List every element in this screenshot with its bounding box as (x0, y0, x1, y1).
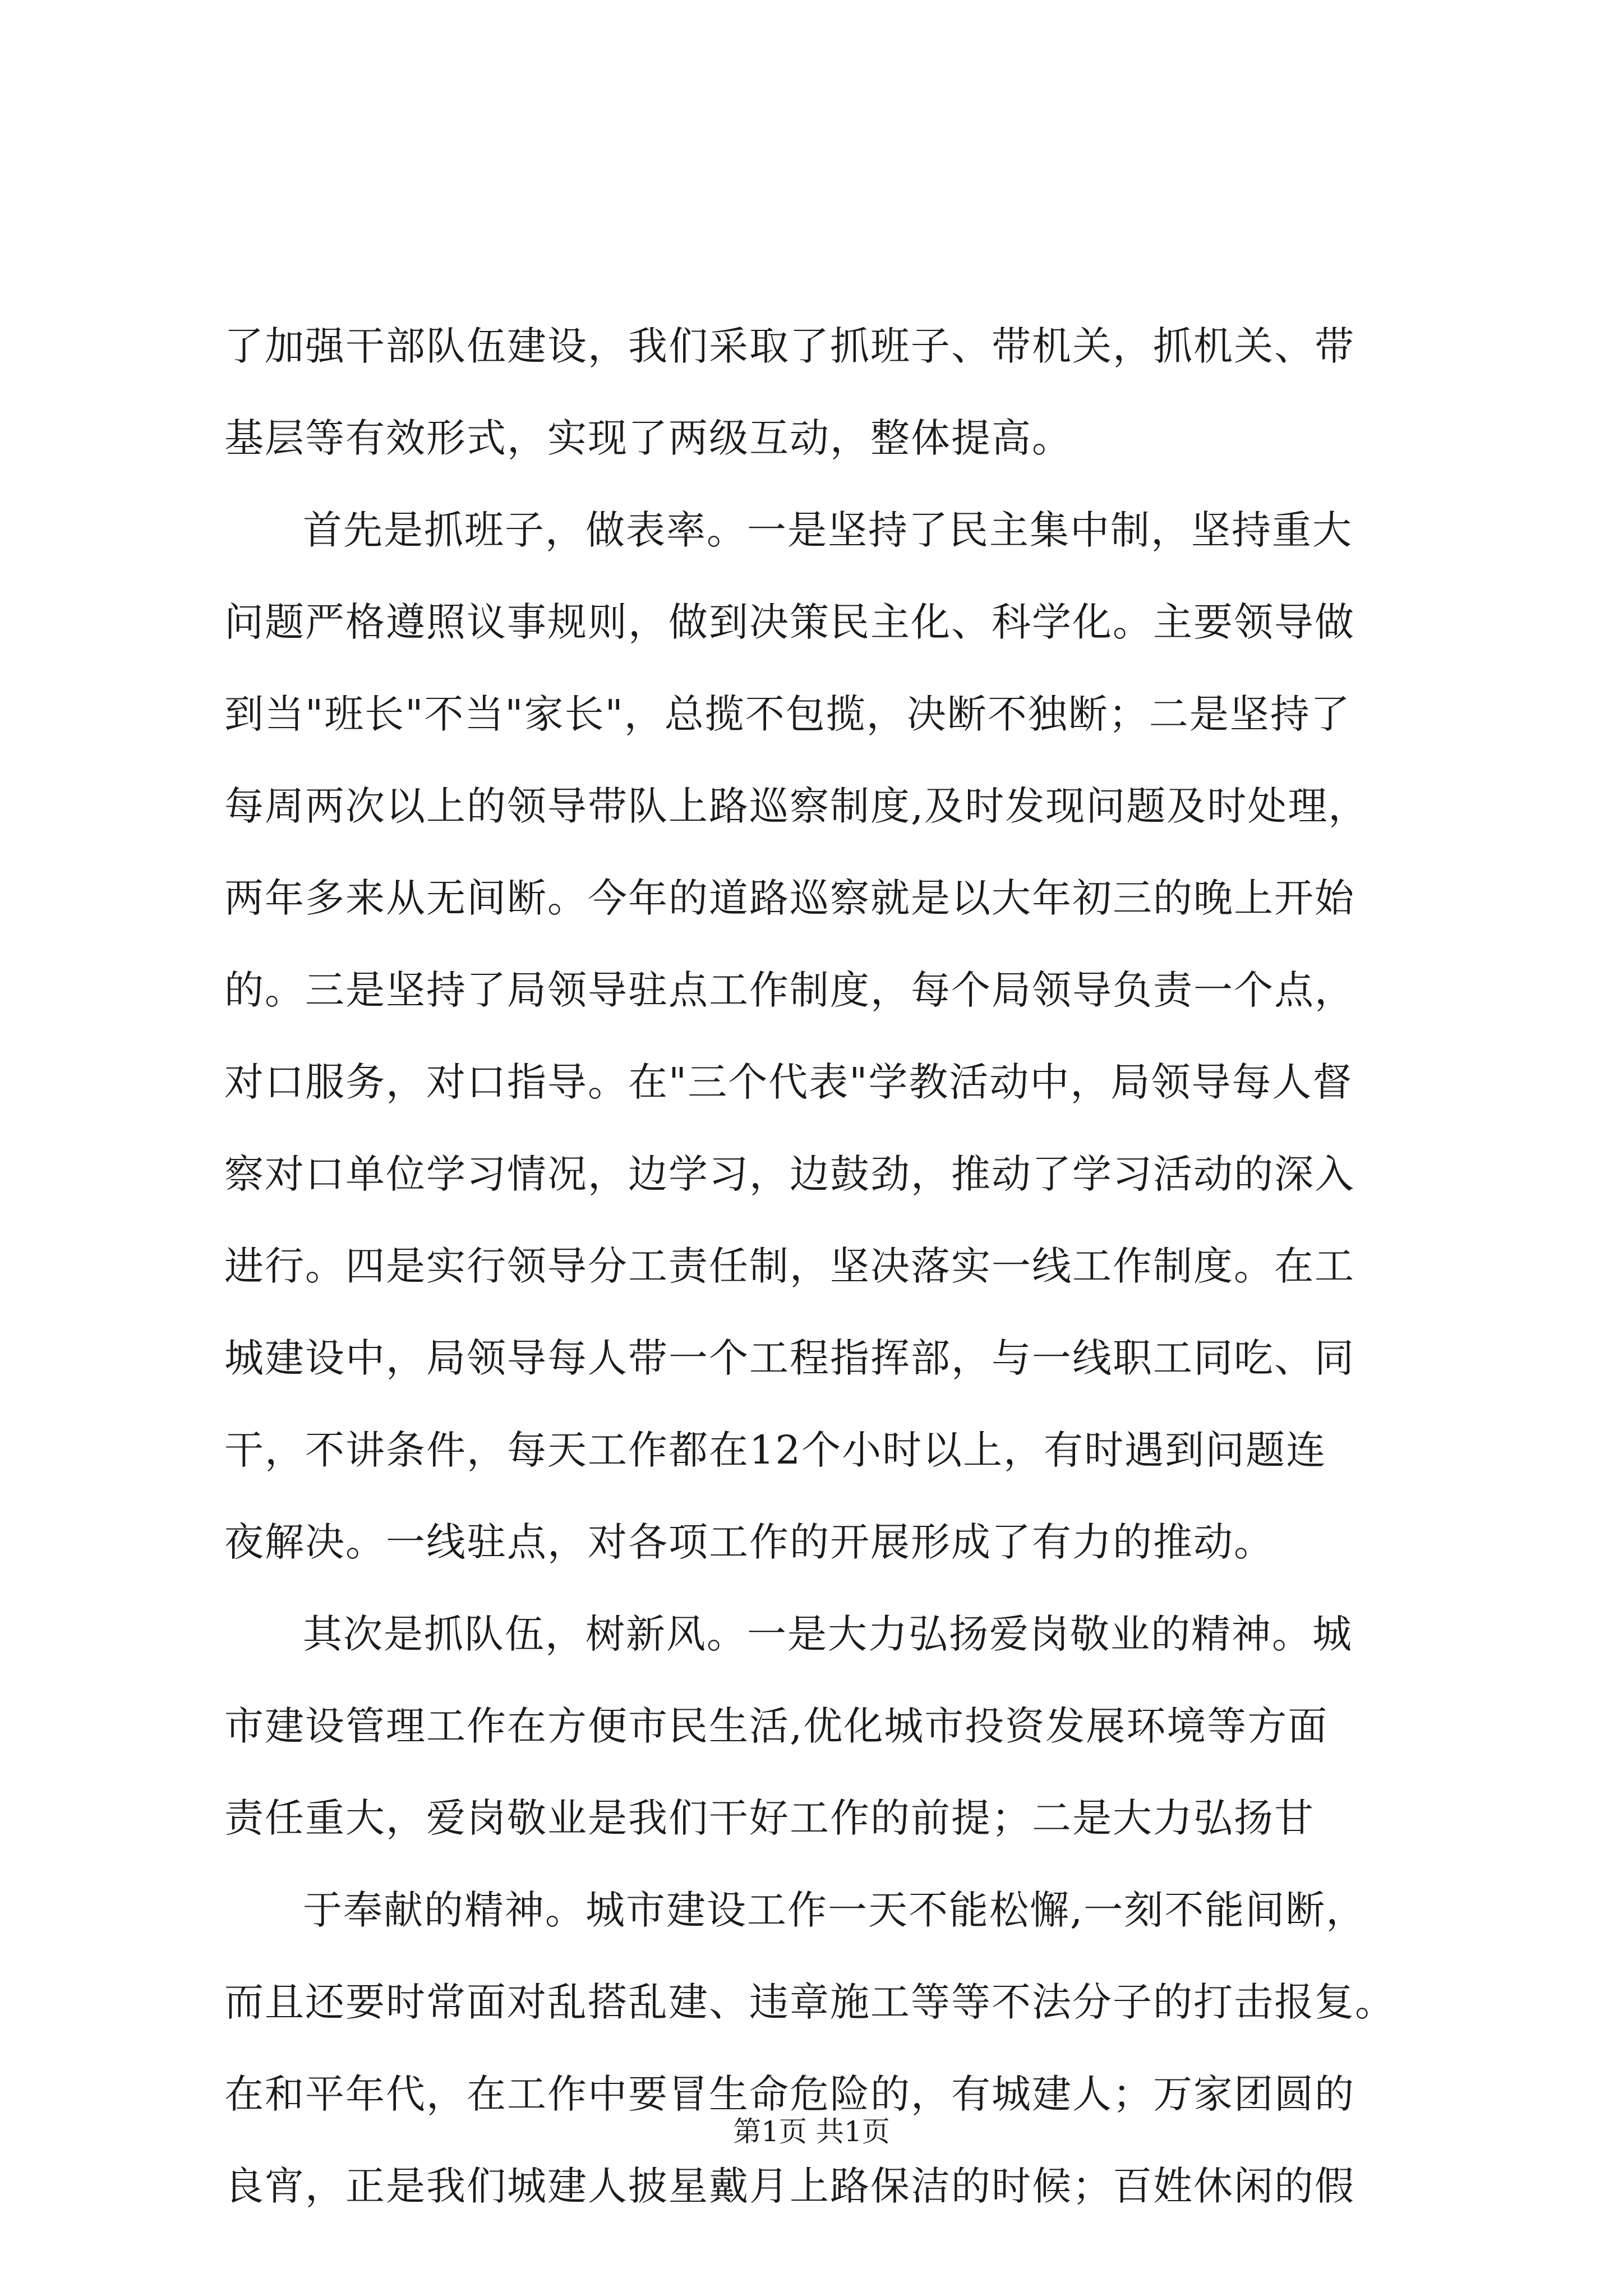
page-number-label: 第1页 共1页 (733, 2115, 890, 2148)
text-line: 夜解决。一线驻点，对各项工作的开展形成了有力的推动。 (224, 1519, 1274, 1565)
paragraph-start-line: 于奉献的精神。城市建设工作一天不能松懈,一刻不能间断， (303, 1887, 1367, 1933)
text-line: 良宵，正是我们城建人披星戴月上路保洁的时候；百姓休闲的假 (224, 2163, 1355, 2209)
text-line: 城建设中，局领导每人带一个工程指挥部，与一线职工同吃、同 (224, 1335, 1355, 1381)
document-body (224, 300, 1419, 2232)
text-line: 了加强干部队伍建设，我们采取了抓班子、带机关，抓机关、带 (224, 323, 1355, 369)
text-line: 问题严格遵照议事规则，做到决策民主化、科学化。主要领导做 (224, 599, 1355, 645)
text-line: 察对口单位学习情况，边学习，边鼓劲，推动了学习活动的深入 (224, 1151, 1355, 1197)
text-line: 每周两次以上的领导带队上路巡察制度,及时发现问题及时处理， (224, 783, 1369, 829)
text-line: 责任重大，爱岗敬业是我们干好工作的前提；二是大力弘扬甘 (224, 1795, 1315, 1841)
text-line: 在和平年代，在工作中要冒生命危险的，有城建人；万家团圆的 (224, 2071, 1355, 2117)
text-line: 对口服务，对口指导。在"三个代表"学教活动中，局领导每人督 (224, 1059, 1353, 1105)
text-line: 干，不讲条件，每天工作都在12个小时以上，有时遇到问题连 (224, 1427, 1327, 1473)
text-line: 两年多来从无间断。今年的道路巡察就是以大年初三的晚上开始 (224, 875, 1355, 921)
text-line: 而且还要时常面对乱搭乱建、违章施工等等不法分子的打击报复。 (224, 1979, 1395, 2025)
text-line: 的。三是坚持了局领导驻点工作制度，每个局领导负责一个点， (224, 967, 1355, 1013)
text-line: 市建设管理工作在方便市民生活,优化城市投资发展环境等方面 (224, 1703, 1329, 1749)
text-line: 到当"班长"不当"家长"，总揽不包揽，决断不独断；二是坚持了 (224, 691, 1351, 737)
paragraph-start-line: 其次是抓队伍，树新风。一是大力弘扬爱岗敬业的精神。城 (303, 1611, 1353, 1657)
page-footer (0, 2112, 1623, 2151)
text-line: 基层等有效形式，实现了两级互动，整体提高。 (224, 415, 1072, 461)
paragraph-start-line: 首先是抓班子，做表率。一是坚持了民主集中制，坚持重大 (303, 507, 1353, 553)
text-line: 进行。四是实行领导分工责任制，坚决落实一线工作制度。在工 (224, 1243, 1355, 1289)
